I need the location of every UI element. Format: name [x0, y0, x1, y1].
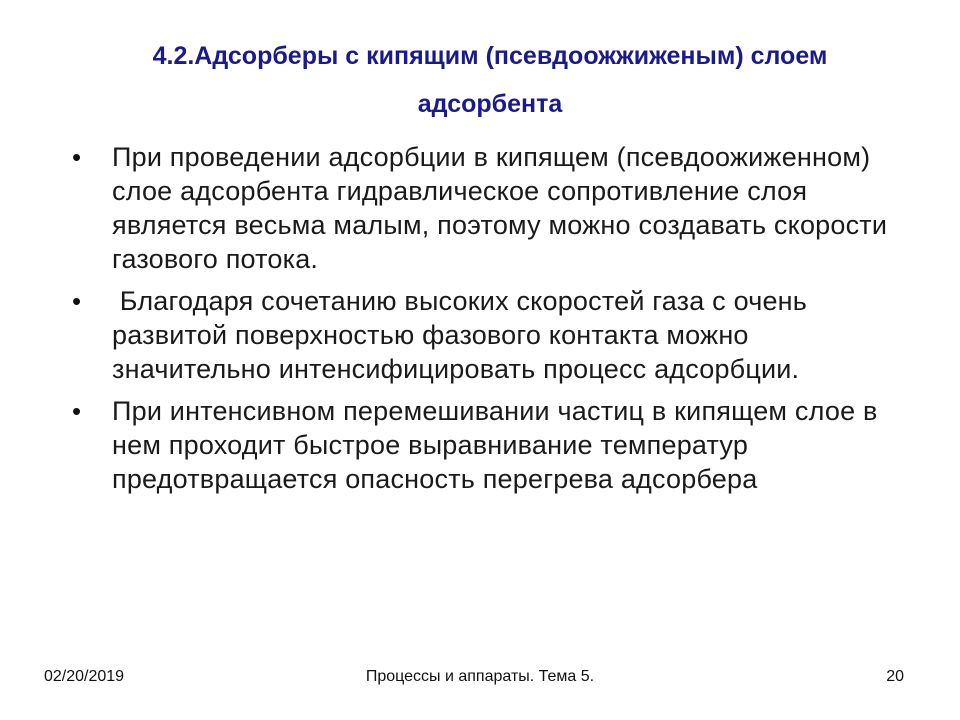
- slide-title-line-1: 4.2.Адсорберы с кипящим (псевдоожжиженым) слоем: [152, 42, 828, 70]
- bullet-list: [72, 140, 912, 504]
- page-number: 20: [886, 668, 904, 685]
- slide-title: [40, 32, 940, 128]
- bullet-item: [72, 394, 912, 496]
- bullet-marker: •: [72, 286, 82, 316]
- bullet-text: Благодаря сочетанию высоких скоростей газа с очень развитой поверхностью фазового контакта можно значительно интенсифицировать процесс адсорбции.: [112, 286, 815, 384]
- bullet-text: При проведении адсорбции в кипящем (псевдоожиженном) слое адсорбента гидравлическое сопротивление слоя является весьма малым, поэтому можно создавать скорости газового потока.: [112, 142, 888, 274]
- slide-title-line-2: адсорбента: [417, 90, 563, 118]
- footer-title: Процессы и аппараты. Тема 5.: [365, 668, 595, 685]
- bullet-item: [72, 140, 912, 276]
- bullet-marker: •: [72, 142, 82, 172]
- bullet-item: [72, 284, 912, 386]
- bullet-marker: •: [72, 396, 82, 426]
- bullet-text: При интенсивном перемешивании частиц в кипящем слое в нем проходит быстрое выравнивание температур предотвращается опасность перегрева адсорбера: [112, 396, 878, 494]
- footer-date: 02/20/2019: [44, 668, 125, 685]
